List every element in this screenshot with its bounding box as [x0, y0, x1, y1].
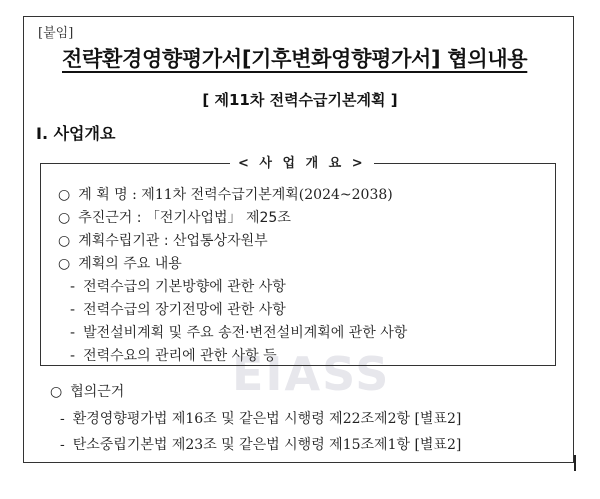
circle-bullet: ○ [58, 187, 71, 203]
watermark-logo: EIASS [232, 347, 391, 401]
circle-bullet: ○ [58, 210, 71, 226]
overview-item [58, 253, 182, 273]
attachment-label: [붙임] [38, 26, 74, 41]
document-subtitle: [ 제11차 전력수급기본계획 ] [202, 91, 398, 109]
dash-bullet: - [60, 411, 65, 427]
overview-item-text: 계획수립기관 : 산업통상자원부 [78, 233, 268, 249]
overview-sub-item-text: 전력수급의 기본방향에 관한 사항 [83, 279, 286, 295]
overview-sub-item [70, 322, 407, 342]
consultation-label: 협의근거 [70, 384, 125, 400]
consultation-item-text: 환경영향평가법 제16조 및 같은법 시행령 제22조제2항 [별표2] [72, 411, 462, 427]
frame-edge-mark [574, 455, 576, 471]
overview-box-title: < 사 업 개 요 > [230, 152, 374, 171]
circle-bullet: ○ [50, 384, 63, 400]
dash-bullet: - [70, 325, 76, 341]
overview-sub-item-text: 전력수급의 장기전망에 관한 사항 [83, 302, 286, 318]
overview-item [58, 207, 291, 227]
document-title: 전략환경영향평가서[기후변화영향평가서] 협의내용 [62, 47, 528, 71]
overview-sub-item-text: 발전설비계획 및 주요 송전·변전설비계획에 관한 사항 [83, 325, 408, 341]
consultation-item-text: 탄소중립기본법 제23조 및 같은법 시행령 제15조제1항 [별표2] [72, 437, 462, 453]
circle-bullet: ○ [58, 233, 71, 249]
overview-item-text: 계 획 명 : 제11차 전력수급기본계획(2024~2038) [78, 187, 393, 203]
consultation-item [60, 408, 461, 428]
overview-item [58, 230, 268, 250]
overview-sub-item [70, 276, 286, 296]
overview-item [58, 184, 393, 204]
dash-bullet: - [60, 437, 65, 453]
overview-sub-item-text: 전력수요의 관리에 관한 사항 등 [83, 348, 277, 364]
section-heading: I. 사업개요 [36, 124, 116, 143]
overview-sub-item [70, 345, 277, 365]
circle-bullet: ○ [58, 256, 71, 272]
dash-bullet: - [70, 348, 76, 364]
consultation-heading [50, 381, 124, 401]
overview-item-text: 계획의 주요 내용 [78, 256, 182, 272]
consultation-item [60, 434, 461, 454]
dash-bullet: - [70, 279, 76, 295]
overview-sub-item [70, 299, 286, 319]
dash-bullet: - [70, 302, 76, 318]
overview-item-text: 추진근거 : 「전기사업법」 제25조 [78, 210, 291, 226]
